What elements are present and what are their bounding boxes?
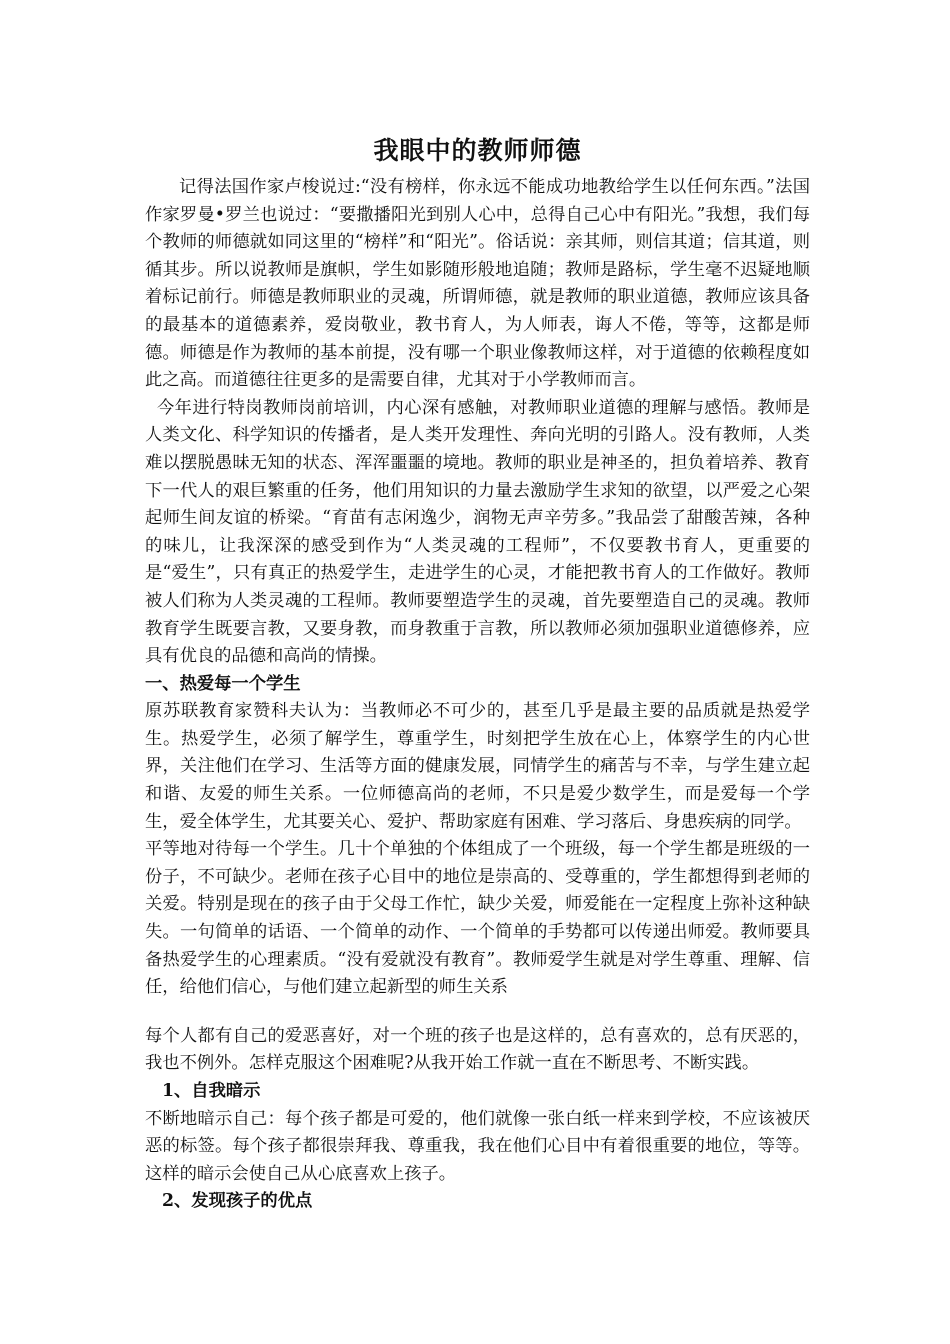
sub-heading-find-strengths: 2、发现孩子的优点 — [162, 1191, 313, 1212]
paragraph-training: 今年进行特岗教师岗前培训，内心深有感触，对教师职业道德的理解与感悟。教师是人类文化、科学知识的传播者，是人类开发理性、奔向光明的引路人。没有教师，人类难以摆脱愚昧无知的状态、浑浑噩噩的境地。教师的职业是神圣的，担负着培养、教育下一代人的艰巨繁重的任务，他们用知识的力量去激励学生求知的欲望，以严爱之心架起师生间友谊的桥梁。“育苗有志闲逸少，润物无声辛劳多。”我品尝了甜酸苦辣，各种的味儿，让我深深的感受到作为“人类灵魂的工程师”，不仅要教书育人，更重要的是“爱生”，只有真正的热爱学生，走进学生的心灵，才能把教书育人的工作做好。教师被人们称为人类灵魂的工程师。教师要塑造学生的灵魂，首先要塑造自己的灵魂。教师教育学生既要言教，又要身教，而身教重于言教，所以教师必须加强职业道德修养，应具有优良的品德和高尚的情操。 — [145, 397, 810, 667]
paragraph-self-suggestion: 不断地暗示自己：每个孩子都是可爱的，他们就像一张白纸一样来到学校，不应该被厌恶的标签。每个孩子都很崇拜我、尊重我，我在他们心目中有着很重要的地位，等等。这样的暗示会使自己从心底喜欢上孩子。 — [145, 1108, 810, 1184]
section-heading-love-students: 一、热爱每一个学生 — [145, 673, 301, 694]
paragraph-equal-treatment: 平等地对待每一个学生。几十个单独的个体组成了一个班级，每一个学生都是班级的一份子，不可缺少。老师在孩子心目中的地位是崇高的、受尊重的，学生都想得到老师的关爱。特别是现在的孩子由于父母工作忙，缺少关爱，师爱能在一定程度上弥补这种缺失。一句简单的话语、一个简单的动作、一个简单的手势都可以传递出师爱。教师要具备热爱学生的心理素质。“没有爱就没有教育”。教师爱学生就是对学生尊重、理解、信任，给他们信心，与他们建立起新型的师生关系 — [145, 839, 810, 998]
paragraph-zankov: 原苏联教育家赞科夫认为：当教师必不可少的，甚至几乎是最主要的品质就是热爱学生。热爱学生，必须了解学生，尊重学生，时刻把学生放在心上，体察学生的内心世界，关注他们在学习、生活等方面的健康发展，同情学生的痛苦与不幸，与学生建立起和谐、友爱的师生关系。一位师德高尚的老师，不只是爱少数学生，而是爱每一个学生，爱全体学生，尤其要关心、爱护、帮助家庭有困难、学习落后、身患疾病的同学。 — [145, 701, 810, 832]
sub-heading-self-suggestion: 1、自我暗示 — [162, 1081, 261, 1101]
document-title: 我眼中的教师师德 — [373, 136, 582, 165]
document-page — [145, 128, 810, 1216]
paragraph-likes-dislikes: 每个人都有自己的爱恶喜好，对一个班的孩子也是这样的，总有喜欢的，总有厌恶的，我也不例外。怎样克服这个困难呢?从我开始工作就一直在不断思考、不断实践。 — [145, 1025, 810, 1074]
paragraph-intro: 记得法国作家卢梭说过:“没有榜样，你永远不能成功地教给学生以任何东西。”法国作家罗曼•罗兰也说过：“要撒播阳光到别人心中，总得自己心中有阳光。”我想，我们每个教师的师德就如同这里的“榜样”和“阳光”。俗话说：亲其师，则信其道；信其道，则循其步。所以说教师是旗帜，学生如影随形般地追随；教师是路标，学生毫不迟疑地顺着标记前行。师德是教师职业的灵魂，所谓师德，就是教师的职业道德，教师应该具备的最基本的道德素养，爱岗敬业，教书育人，为人师表，诲人不倦，等等，这都是师德。师德是作为教师的基本前提，没有哪一个职业像教师这样，对于道德的依赖程度如此之高。而道德往往更多的是需要自律，尤其对于小学教师而言。 — [145, 177, 810, 391]
blank-line — [145, 1002, 810, 1023]
